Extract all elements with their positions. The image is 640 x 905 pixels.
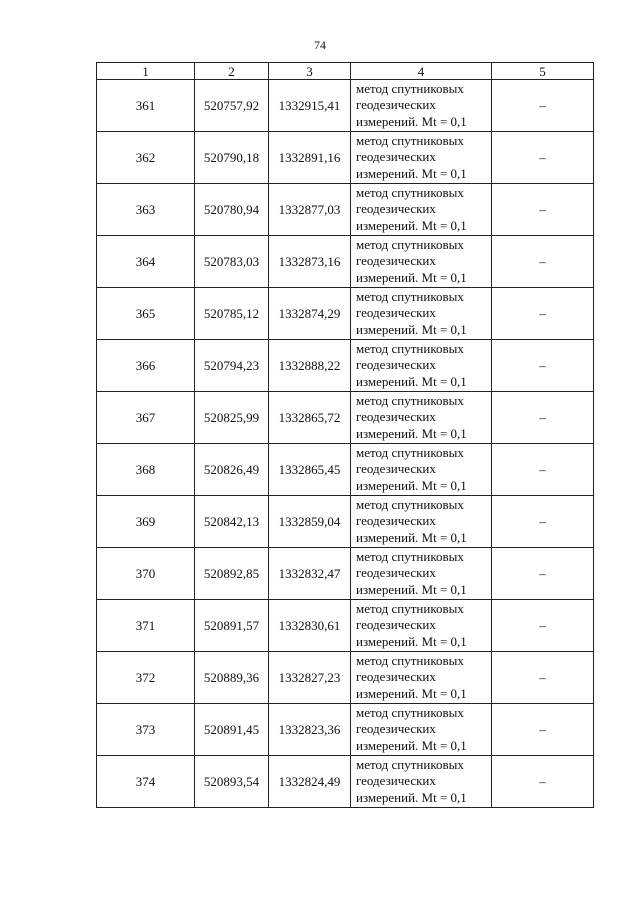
- point-number-cell: 370: [97, 548, 195, 600]
- method-line: метод спутниковых: [356, 548, 464, 564]
- method-line: измерений. Mt = 0,1: [356, 217, 467, 233]
- point-number-cell: 366: [97, 340, 195, 392]
- x-coordinate-cell: 520780,94: [195, 184, 269, 236]
- table-header-row: [97, 63, 594, 80]
- table-row: [97, 652, 594, 704]
- x-coordinate-cell: 520790,18: [195, 132, 269, 184]
- point-number-cell: 373: [97, 704, 195, 756]
- method-line: геодезических: [356, 669, 436, 685]
- y-coordinate-cell: 1332859,04: [269, 496, 351, 548]
- point-number-cell: 364: [97, 236, 195, 288]
- x-coordinate-cell: 520892,85: [195, 548, 269, 600]
- method-cell: [351, 548, 492, 600]
- method-line: геодезических: [356, 721, 436, 737]
- note-cell: –: [492, 756, 594, 808]
- method-line: геодезических: [356, 461, 436, 477]
- column-header-4: 4: [351, 63, 492, 80]
- note-cell: –: [492, 704, 594, 756]
- y-coordinate-cell: 1332865,72: [269, 392, 351, 444]
- y-coordinate-cell: 1332823,36: [269, 704, 351, 756]
- y-coordinate-cell: 1332827,23: [269, 652, 351, 704]
- point-number-cell: 374: [97, 756, 195, 808]
- table-row: [97, 392, 594, 444]
- x-coordinate-cell: 520826,49: [195, 444, 269, 496]
- method-cell: [351, 132, 492, 184]
- table-row: [97, 132, 594, 184]
- y-coordinate-cell: 1332877,03: [269, 184, 351, 236]
- method-line: геодезических: [356, 253, 436, 269]
- method-line: измерений. Mt = 0,1: [356, 633, 467, 649]
- method-line: измерений. Mt = 0,1: [356, 529, 467, 545]
- column-header-5: 5: [492, 63, 594, 80]
- x-coordinate-cell: 520891,45: [195, 704, 269, 756]
- table-row: [97, 340, 594, 392]
- table-row: [97, 548, 594, 600]
- method-line: метод спутниковых: [356, 184, 464, 200]
- note-cell: –: [492, 600, 594, 652]
- point-number-cell: 361: [97, 80, 195, 132]
- x-coordinate-cell: 520757,92: [195, 80, 269, 132]
- table-body: [97, 80, 594, 808]
- note-cell: –: [492, 548, 594, 600]
- x-coordinate-cell: 520889,36: [195, 652, 269, 704]
- point-number-cell: 372: [97, 652, 195, 704]
- y-coordinate-cell: 1332824,49: [269, 756, 351, 808]
- method-line: метод спутниковых: [356, 652, 464, 668]
- table-row: [97, 184, 594, 236]
- method-line: геодезических: [356, 409, 436, 425]
- method-line: измерений. Mt = 0,1: [356, 269, 467, 285]
- note-cell: –: [492, 184, 594, 236]
- method-line: метод спутниковых: [356, 756, 464, 772]
- point-number-cell: 369: [97, 496, 195, 548]
- note-cell: –: [492, 392, 594, 444]
- method-cell: [351, 652, 492, 704]
- method-cell: [351, 704, 492, 756]
- page-number: 74: [314, 38, 326, 52]
- table-row: [97, 444, 594, 496]
- x-coordinate-cell: 520842,13: [195, 496, 269, 548]
- point-number-cell: 368: [97, 444, 195, 496]
- note-cell: –: [492, 132, 594, 184]
- y-coordinate-cell: 1332873,16: [269, 236, 351, 288]
- method-line: геодезических: [356, 149, 436, 165]
- method-line: геодезических: [356, 617, 436, 633]
- method-line: измерений. Mt = 0,1: [356, 477, 467, 493]
- coordinates-table: [96, 62, 594, 808]
- method-line: геодезических: [356, 97, 436, 113]
- x-coordinate-cell: 520825,99: [195, 392, 269, 444]
- method-cell: [351, 184, 492, 236]
- table-row: [97, 236, 594, 288]
- note-cell: –: [492, 288, 594, 340]
- method-cell: [351, 80, 492, 132]
- note-cell: –: [492, 444, 594, 496]
- column-header-2: 2: [195, 63, 269, 80]
- method-line: измерений. Mt = 0,1: [356, 581, 467, 597]
- method-line: геодезических: [356, 357, 436, 373]
- method-line: геодезических: [356, 565, 436, 581]
- x-coordinate-cell: 520783,03: [195, 236, 269, 288]
- method-line: метод спутниковых: [356, 132, 464, 148]
- y-coordinate-cell: 1332865,45: [269, 444, 351, 496]
- x-coordinate-cell: 520794,23: [195, 340, 269, 392]
- method-cell: [351, 756, 492, 808]
- point-number-cell: 367: [97, 392, 195, 444]
- method-line: метод спутниковых: [356, 600, 464, 616]
- note-cell: –: [492, 496, 594, 548]
- method-line: измерений. Mt = 0,1: [356, 165, 467, 181]
- table-row: [97, 704, 594, 756]
- note-cell: –: [492, 80, 594, 132]
- y-coordinate-cell: 1332832,47: [269, 548, 351, 600]
- method-line: измерений. Mt = 0,1: [356, 789, 467, 805]
- y-coordinate-cell: 1332830,61: [269, 600, 351, 652]
- method-cell: [351, 236, 492, 288]
- method-cell: [351, 392, 492, 444]
- table-row: [97, 756, 594, 808]
- method-cell: [351, 444, 492, 496]
- table-row: [97, 600, 594, 652]
- method-line: геодезических: [356, 773, 436, 789]
- method-line: метод спутниковых: [356, 236, 464, 252]
- method-line: метод спутниковых: [356, 496, 464, 512]
- x-coordinate-cell: 520785,12: [195, 288, 269, 340]
- y-coordinate-cell: 1332891,16: [269, 132, 351, 184]
- method-cell: [351, 340, 492, 392]
- method-line: измерений. Mt = 0,1: [356, 321, 467, 337]
- column-header-1: 1: [97, 63, 195, 80]
- point-number-cell: 363: [97, 184, 195, 236]
- method-line: геодезических: [356, 513, 436, 529]
- method-line: метод спутниковых: [356, 288, 464, 304]
- y-coordinate-cell: 1332915,41: [269, 80, 351, 132]
- method-line: измерений. Mt = 0,1: [356, 737, 467, 753]
- point-number-cell: 365: [97, 288, 195, 340]
- column-header-3: 3: [269, 63, 351, 80]
- table-row: [97, 80, 594, 132]
- method-line: геодезических: [356, 201, 436, 217]
- note-cell: –: [492, 340, 594, 392]
- y-coordinate-cell: 1332888,22: [269, 340, 351, 392]
- table-row: [97, 496, 594, 548]
- point-number-cell: 362: [97, 132, 195, 184]
- method-cell: [351, 496, 492, 548]
- method-line: метод спутниковых: [356, 340, 464, 356]
- point-number-cell: 371: [97, 600, 195, 652]
- method-line: измерений. Mt = 0,1: [356, 113, 467, 129]
- method-line: метод спутниковых: [356, 80, 464, 96]
- method-line: измерений. Mt = 0,1: [356, 685, 467, 701]
- method-line: измерений. Mt = 0,1: [356, 373, 467, 389]
- method-line: метод спутниковых: [356, 444, 464, 460]
- x-coordinate-cell: 520891,57: [195, 600, 269, 652]
- method-line: измерений. Mt = 0,1: [356, 425, 467, 441]
- method-line: метод спутниковых: [356, 704, 464, 720]
- method-line: метод спутниковых: [356, 392, 464, 408]
- method-cell: [351, 600, 492, 652]
- x-coordinate-cell: 520893,54: [195, 756, 269, 808]
- note-cell: –: [492, 236, 594, 288]
- method-line: геодезических: [356, 305, 436, 321]
- y-coordinate-cell: 1332874,29: [269, 288, 351, 340]
- note-cell: –: [492, 652, 594, 704]
- table-row: [97, 288, 594, 340]
- method-cell: [351, 288, 492, 340]
